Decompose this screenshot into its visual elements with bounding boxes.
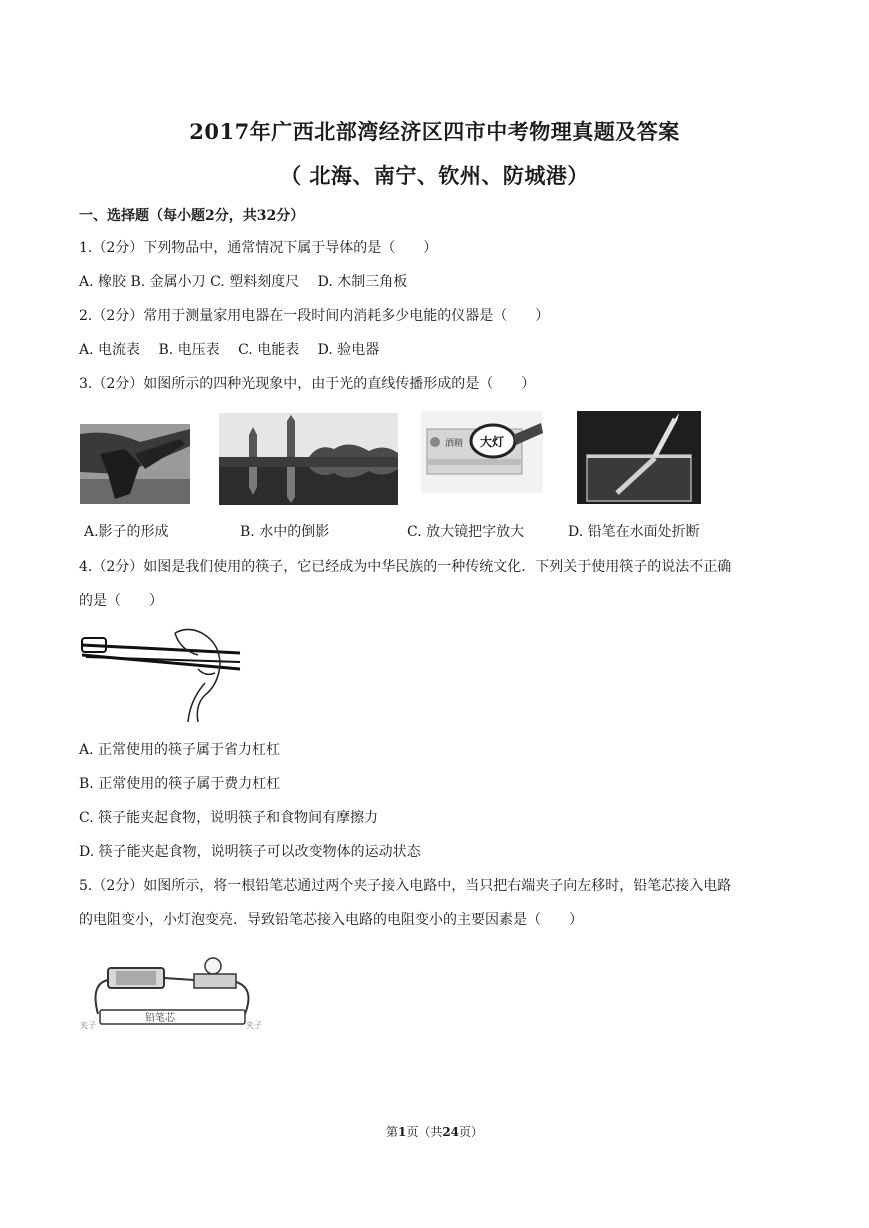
question-5-stem-line2: 的电阻变小，小灯泡变亮．导致铅笔芯接入电路的电阻变小的主要因素是（ ） (79, 912, 583, 928)
shadow-photo (80, 424, 190, 504)
q3-caption-c: C. 放大镜把字放大 (407, 524, 525, 540)
question-4-stem-line1: 4.（2分）如图是我们使用的筷子，它已经成为中华民族的一种传统文化．下列关于使用筷子的说法不正确 (79, 559, 732, 575)
question-4-stem-line2: 的是（ ） (79, 593, 163, 609)
question-1-options: A. 橡胶 B. 金属小刀 C. 塑料刻度尺 D. 木制三角板 (79, 274, 408, 290)
right-clip-label: 夹子 (246, 1021, 262, 1030)
pencil-lead-label: 铅笔芯 (145, 1013, 175, 1024)
magnifier-label-left: 酒精 (445, 439, 464, 449)
pencil-in-water-photo (577, 411, 701, 504)
question-3-stem: 3.（2分）如图所示的四种光现象中，由于光的直线传播形成的是（ ） (79, 376, 536, 392)
question-4-option-a: A. 正常使用的筷子属于省力杠杠 (79, 742, 281, 758)
q3-caption-a: A.影子的形成 (84, 524, 169, 540)
q3-caption-d: D. 铅笔在水面处折断 (568, 524, 700, 540)
left-clip-label: 夹子 (80, 1021, 96, 1030)
pencil-circuit-figure (80, 952, 270, 1042)
magnifier-label-right: 大灯 (480, 435, 505, 449)
footer-page-number: 1 (397, 1125, 407, 1139)
page-title: 2017年广西北部湾经济区四市中考物理真题及答案 (189, 119, 680, 144)
chopsticks-figure (80, 625, 245, 722)
question-1-stem: 1.（2分）下列物品中，通常情况下属于导体的是（ ） (79, 240, 438, 256)
page-footer (0, 1123, 869, 1140)
section-heading: 一、选择题（每小题2分，共32分） (79, 208, 305, 224)
water-reflection-photo (219, 413, 398, 505)
magnifier-photo (421, 411, 543, 493)
footer-middle: 页（共 (406, 1125, 443, 1139)
question-2-stem: 2.（2分）常用于测量家用电器在一段时间内消耗多少电能的仪器是（ ） (79, 308, 550, 324)
footer-prefix: 第 (385, 1125, 398, 1139)
q3-caption-b: B. 水中的倒影 (240, 524, 330, 540)
footer-suffix: 页） (459, 1125, 484, 1139)
question-2-options: A. 电流表 B. 电压表 C. 电能表 D. 验电器 (79, 342, 380, 358)
page-subtitle: （ 北海、南宁、钦州、防城港） (280, 163, 589, 188)
question-4-option-b: B. 正常使用的筷子属于费力杠杠 (79, 776, 281, 792)
footer-total-pages: 24 (442, 1125, 460, 1139)
question-5-stem-line1: 5.（2分）如图所示，将一根铅笔芯通过两个夹子接入电路中，当只把右端夹子向左移时，铅笔芯接入电路 (79, 878, 732, 894)
question-4-option-d: D. 筷子能夹起食物，说明筷子可以改变物体的运动状态 (79, 844, 421, 860)
question-4-option-c: C. 筷子能夹起食物，说明筷子和食物间有摩擦力 (79, 810, 379, 826)
